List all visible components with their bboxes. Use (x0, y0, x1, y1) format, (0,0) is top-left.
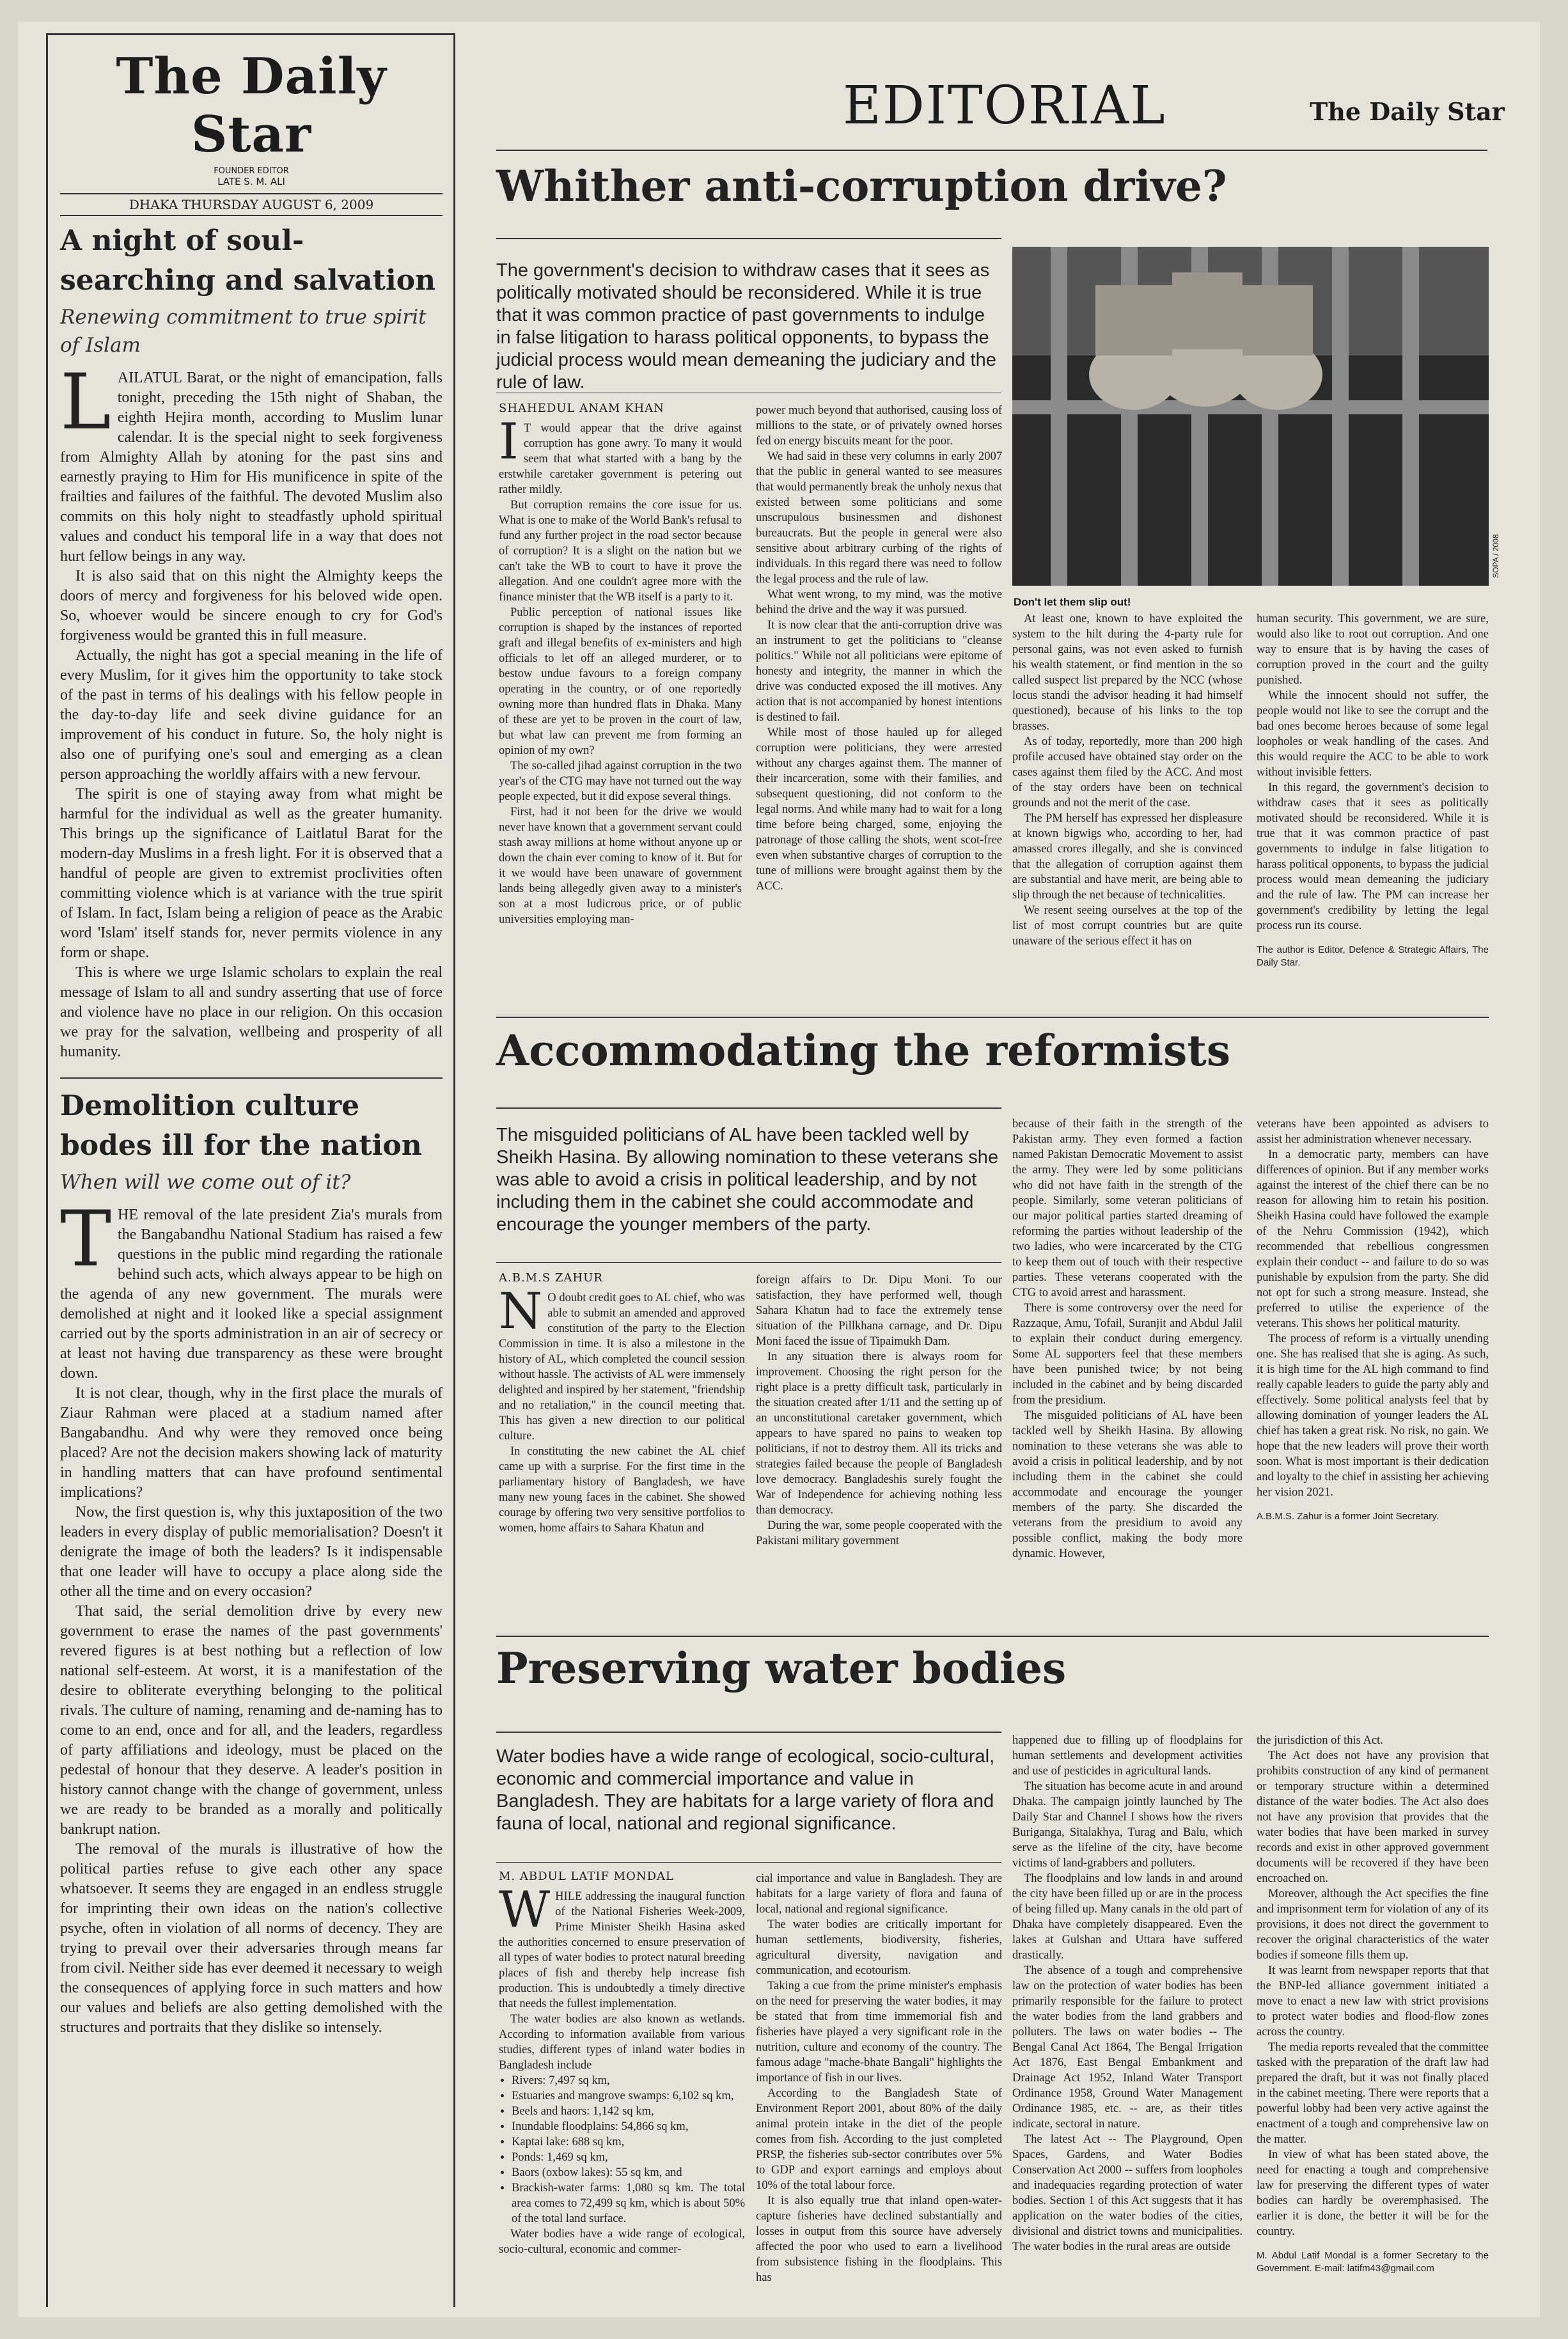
wetland-list (499, 2073, 745, 2226)
paragraph: In this regard, the government's decision to withdraw cases that it sees as politically motivated should be reconsidered. While it is true that it was common practice of past governments to indulge in false litigation to harass political opponents, to bypass the judicial process would mean demeaning the judiciary and the rule of law. The PM can increase her government's credibility by letting the legal process run its course. (1257, 781, 1489, 932)
photo-prison-bars (1012, 247, 1489, 586)
article-laylatul-barat (60, 221, 443, 1062)
founder-name: LATE S. M. ALI (217, 176, 285, 187)
article-lede: Water bodies have a wide range of ecological, socio-cultural, economic and commercial importance and value in Bangladesh. They are habitats for a large variety of flora and fauna of local, national and regional significance. (496, 1746, 995, 1834)
paragraph: Now, the first question is, why this juxtaposition of the two leaders in every display of public memorialisation? Doesn't it denigrate the image of both the leaders? Is it indispensable that one leader will have to occupy a place along side the other all the time and on every occasion? (60, 1504, 443, 1600)
photo-caption: Don't let them slip out! (1014, 596, 1131, 608)
drop-cap: N (499, 1283, 543, 1340)
article-lede: The government's decision to withdraw cases that it sees as politically motivated should be reconsidered. While it is true that it was common practice of past governments to indulge in false litigation to harass political opponents, to bypass the judicial process would mean demeaning the judiciary and the rule of law. (496, 260, 996, 393)
author-note: A.B.M.S. Zahur is a former Joint Secretary. (1257, 1511, 1439, 1522)
paragraph: In constituting the new cabinet the AL chief came up with a surprise. For the first time in the parliamentary history of Bangladesh, we have many new young faces in the cabinet. She showed courage by offering two very sensitive portfolios to women, home affairs to Sahara Khatun and (499, 1445, 745, 1535)
paragraph: AILATUL Barat, or the night of emancipation, falls tonight, preceding the 15th night of Shaban, the eighth Hejira month, according to Muslim lunar calendar. It is the special night to seek forgiveness from Almighty Allah by atoning for the past sins and earnestly praying to Him for His munificence in spite of the frailties and failures of the faithful. The devoted Muslim also commits on this holy night to steadfastly uphold spiritual values and conduct his temporal life in a way that does not hurt fellow beings in any way. (60, 370, 443, 565)
article-subhead: When will we come out of it? (60, 1171, 351, 1194)
paragraph: In view of what has been stated above, the need for enacting a tough and comprehensive law for preserving the different types of water bodies can hardly be overemphasised. The earlier it is done, the better it will be for the country. (1257, 2148, 1489, 2238)
author-note: M. Abdul Latif Mondal is a former Secretary to the Government. E-mail: latifm43@gmail.com (1257, 2250, 1489, 2274)
paragraph: While the innocent should not suffer, the people would not like to see the corrupt and the bad ones become heroes because of some legal loopholes or weak handling of the cases. And this would require the ACC to be able to work without invisible fetters. (1257, 689, 1489, 779)
paragraph: Actually, the night has got a special meaning in the life of every Muslim, for it gives him the opportunity to take stock of the past in terms of his dealings with his fellow people in the day-to-day life and seek divine guidance for an improvement of his conduct in future. So, the holy night is also one of purifying one's soul and emerging as a clean person approaching the worldly affairs with a new fervour. (60, 647, 443, 783)
paragraph: the jurisdiction of this Act. (1257, 1734, 1383, 1747)
list-item: • Ponds: 1,469 sq km, (512, 2150, 745, 2165)
list-item: • Estuaries and mangrove swamps: 6,102 sq km, (512, 2088, 745, 2104)
drop-cap: T (60, 1195, 112, 1284)
paragraph: This is where we urge Islamic scholars to explain the real message of Islam to all and sundry asserting that use of force and violence have no place in our religion. On this occasion we pray for the salvation, wellbeing and prosperity of all humanity. (60, 964, 443, 1060)
paragraph: Taking a cue from the prime minister's emphasis on the need for preserving the water bodies, it may be stated that from time immemorial fish and fisheries have played a very significant role in the nutrition, culture and economy of the country. The famous adage "mache-bhate Bangali" highlights the importance of fish in our lives. (756, 1980, 1002, 2085)
article-demolition (60, 1077, 443, 2038)
paragraph: veterans have been appointed as advisers to assist her administration whenever necessary. (1257, 1118, 1489, 1146)
article-column (499, 1283, 745, 1629)
article-column (1012, 1116, 1243, 1628)
paragraph: That said, the serial demolition drive by every new government to erase the names of the past governments' revered figures is at best nothing but a reflection of low national self-esteem. At worst, it is a manifestation of the desire to obliterate everything belonging to the political rivals. The culture of naming, renaming and de-naming has to come to an end, once and for all, and the leaders, regardless of party affiliations and ideology, must be placed on the pedestal of honour that they deserve. A leader's position in history cannot change with the change of government, unless we are ready to be branded as a morally and politically bankrupt nation. (60, 1603, 443, 1838)
article-column (1257, 611, 1489, 1033)
paragraph: The so-called jihad against corruption in the two year's of the CTG may have not turned out the way people expected, but it did expose several things. (499, 760, 742, 803)
list-item: • Brackish-water farms: 1,080 sq km. The total area comes to 72,499 sq km, which is about 50% of the total land surface. (512, 2180, 745, 2226)
paragraph: The floodplains and low lands in and around the city have been filled up or are in the process of being filled up. Many canals in the old part of Dhaka have completely disappeared. Even the lakes at Gulshan and Uttara have suffered drastically. (1012, 1872, 1243, 1962)
section-title: EDITORIAL (843, 75, 1166, 136)
paragraph: But corruption remains the core issue for us. What is one to make of the World Bank's refusal to fund any further project in the road sector because of corruption? It is a slight on the nation but we can't take the WB to court to have it prove the allegation. And one couldn't agree more with the finance minister that the WB itself is a party to it. (499, 499, 742, 604)
left-sidebar (46, 33, 455, 2307)
article-byline: A.B.M.S ZAHUR (499, 1271, 603, 1285)
paragraph: It is not clear, though, why in the first place the murals of Ziaur Rahman were placed at a stadium named after Bangabandhu. And why were they removed once being placed? Are not the decision makers showing lack of maturity in handling matters that can have profound sentimental implications? (60, 1385, 443, 1501)
article-column (1012, 1733, 1243, 2312)
paragraph: human security. This government, we are sure, would also like to root out corruption. And one way to ensure that is by having the cases of corruption proved in the court and the guilty punished. (1257, 613, 1489, 687)
article-lede: The misguided politicians of AL have been tackled well by Sheikh Hasina. By allowing nomination to these veterans she was able to avoid a crisis in political leadership, and by not including them in the cabinet she could accommodate and encourage the younger members of the party. (496, 1125, 999, 1235)
article-headline: Preserving water bodies (496, 1643, 1067, 1693)
paragraph: Public perception of national issues like corruption is shaped by the instances of reported graft and illegal benefits of ex-ministers and high officials to let off an alleged murderer, or to bestow undue favours to a foreign company operating in the country, or of one reportedly owning more than hundred flats in Dhaka. Many of these are yet to be proven in the court of law, but what law can prevent me from forming an opinion of my own? (499, 606, 742, 757)
paragraph: The situation has become acute in and around Dhaka. The campaign jointly launched by The Daily Star and Channel I shows how the rivers Buriganga, Sitalakhya, Turag and Balu, which serve as the lifeline of the city, have become victims of land-grabbers and polluters. (1012, 1780, 1243, 1870)
article-headline: Accommodating the reformists (496, 1026, 1230, 1076)
paragraph: During the war, some people cooperated with the Pakistani military government (756, 1519, 1002, 1547)
list-item: • Rivers: 7,497 sq km, (512, 2073, 745, 2088)
paragraph: HILE addressing the inaugural function of the National Fisheries Week-2009, Prime Minister Sheikh Hasina asked the authorities concerned to ensure preservation of all types of water bodies to protect natural breeding places of fish and thereby help increase fish production. This is undoubtedly a timely directive that needs the fullest implementation. (499, 1890, 745, 2010)
founder-label: FOUNDER EDITOR (214, 166, 289, 176)
paragraph: cial importance and value in Bangladesh. They are habitats for a large variety of flora and fauna of local, national and regional significance. (756, 1872, 1002, 1916)
paragraph: because of their faith in the strength of the Pakistan army. They even formed a faction named Pakistan Democratic Movement to assist the army. They were led by some politicians who did not have faith in the strength of the people. Similarly, some veteran politicians of our major political parties started dreaming of reforming the parties without leadership of the two ladies, who were incarcerated by the CTG to keep them out of touch with their respective parties. These veterans cooperated with the CTG to avoid arrest and harassment. (1012, 1118, 1243, 1299)
article-subhead: Renewing commitment to true spirit of Islam (60, 306, 427, 357)
paragraph: The removal of the murals is illustrative of how the political parties refuse to give each other any space whatsoever. It seems they are engaged in an endless struggle for imprinting their own ideas on the nation's collective psyche, often in violation of all norms of decency. They are trying to prevail over their adversaries through means far from civil. Neither side has ever deemed it necessary to weigh the consequences of applying force in such matters and how our values and beliefs are also getting demolished with the structures and portraits that they dislike so intensely. (60, 1841, 443, 2036)
paragraph: First, had it not been for the drive we would never have known that a government servant could stash away millions at home without anyone up or down the chain ever coming to know of it. But for it we would have been unaware of government lands being allegedly given away to a minister's son at a most ludicrous price, or of public universities employing man- (499, 806, 742, 926)
paragraph: It is now clear that the anti-corruption drive was an instrument to get the politicians to "cleanse politics." While not all politicians were epitome of honesty and integrity, the manner in which the drive was conducted exposed the ill motives. Any action that is not accompanied by honest intentions is destined to fail. (756, 619, 1002, 724)
drop-cap: W (499, 1881, 551, 1939)
list-item: • Beels and haors: 1,142 sq km, (512, 2104, 745, 2119)
paragraph: T would appear that the drive against corruption has gone awry. To many it would seem that what started with a bang by the erstwhile caretaker government is petering out rather mildly. (499, 422, 742, 496)
paragraph: It was learnt from newspaper reports that that the BNP-led alliance government initiated a move to enact a new law with strict provisions to protect water bodies and flood-flow zones across the country. (1257, 1964, 1489, 2038)
article-byline: M. ABDUL LATIF MONDAL (499, 1870, 674, 1883)
paragraph: At least one, known to have exploited the system to the hilt during the 4-party rule for personal gains, was not even asked to furnish his wealth statement, or find mention in the so called suspect list prepared by the NCC (whose locus standi the advisor heading it had himself questioned), because of his links to the top brasses. (1012, 613, 1243, 733)
list-item: • Baors (oxbow lakes): 55 sq km, and (512, 2165, 745, 2180)
paragraph: Moreover, although the Act specifies the fine and imprisonment term for violation of any of its provisions, it does not direct the government to recover the original characteristics of the water bodies if someone fills them up. (1257, 1888, 1489, 1962)
article-byline: SHAHEDUL ANAM KHAN (499, 402, 664, 415)
article-body (60, 358, 443, 1062)
article-headline: A night of soul-searching and salvation (60, 224, 436, 297)
paragraph: We had said in these very columns in early 2007 that the public in general wanted to see measures that would permanently break the unholy nexus that existed between some politicians and some unscrupulous businessmen and dishonest bureaucrats. But the people in general were also sensitive about arbitrary curbing of the rights of individuals. In this regard there was need to follow the legal process and the rule of law. (756, 450, 1002, 586)
paragraph: power much beyond that authorised, causing loss of millions to the state, or of privately owned horses fed on energy biscuits meant for the poor. (756, 404, 1002, 448)
article-column (1012, 611, 1243, 1033)
list-item: • Kaptai lake: 688 sq km, (512, 2134, 745, 2150)
paragraph: As of today, reportedly, more than 200 high profile accused have obtained stay order on the cases against them filed by the ACC. And most of the stay orders have been on technical grounds and not the merit of the case. (1012, 735, 1243, 810)
newspaper-page (18, 22, 1540, 2317)
paragraph: While most of those hauled up for alleged corruption were politicians, they were arrested without any charges against them. The manner of their incarceration, some with their families, and subsequent questioning, did not conform to the legal norms. And while many had to wait for a long time before being charged, some, enjoying the patronage of those calling the shots, went scot-free even when substantive charges of corruption to the tune of millions were brought against them by the ACC. (756, 726, 1002, 893)
paragraph: The water bodies are critically important for human settlements, biodiversity, fisheries, agricultural diversity, navigation and communication, and ecotourism. (756, 1918, 1002, 1977)
author-note: The author is Editor, Defence & Strategic Affairs, The Daily Star. (1257, 944, 1489, 968)
masthead-logo: The Daily Star (116, 47, 387, 164)
article-column (499, 413, 742, 1035)
article-column (1257, 1733, 1489, 2312)
paragraph: What went wrong, to my mind, was the motive behind the drive and the way it was pursued. (756, 588, 1002, 616)
paragraph: The latest Act -- The Playground, Open Spaces, Gardens, and Water Bodies Conservation Act 2000 -- suffers from loopholes and inadequacies regarding protection of water bodies. Section 1 of this Act suggests that it has application on the water bodies of the cities, divisional and district towns and municipalities. The water bodies in the rural areas are outside (1012, 2133, 1243, 2253)
article-body (60, 1195, 443, 2038)
article-column (756, 403, 1002, 1036)
paragraph: The media reports revealed that the committee tasked with the preparation of the draft law had prepared the draft, but it was not finally placed in the cabinet meeting. There were reports that a powerful lobby had been very active against the enactment of a tough and comprehensive law on the matter. (1257, 2041, 1489, 2146)
paragraph: The Act does not have any provision that prohibits construction of any kind of permanent or temporary structure within a determined distance of the water bodies. The Act also does not have any provision that provides that the water bodies that have been marked in survey records and exist in other approved government documents will be recovered if they have been encroached on. (1257, 1749, 1489, 1885)
paragraph: There is some controversy over the need for Razzaque, Amu, Tofail, Suranjit and Abdul Jalil to explain their conduct during emergency. Some AL supporters feel that these members have been punished twice; by not being included in the cabinet and by being discarded from the presidium. (1012, 1302, 1243, 1407)
paragraph: Water bodies have a wide range of ecological, socio-cultural, economic and commer- (499, 2228, 745, 2256)
article-column (756, 1272, 1002, 1631)
drop-cap: I (499, 413, 519, 471)
paragraph: O doubt credit goes to AL chief, who was able to submit an amended and approved constitution of the party to the Election Commission in time. It is also a milestone in the history of AL, which completed the council session without hassle. The activists of AL were immensely delighted and inspired by her statement, "friendship and no retaliation," in the council meeting that. This has given a new direction to our political culture. (499, 1292, 745, 1443)
section-logo: The Daily Star (1310, 97, 1505, 126)
paragraph: We resent seeing ourselves at the top of the list of most corrupt countries but are quite unaware of the serious effect it has on (1012, 904, 1243, 948)
paragraph: According to the Bangladesh State of Environment Report 2001, about 80% of the daily animal protein intake in the diet of the people comes from fish. According to the just completed PRSP, the fisheries sub-sector contributes over 5% to GDP and export earnings and employs about 10% of the total labour force. (756, 2087, 1002, 2192)
article-column (756, 1871, 1002, 2312)
paragraph: foreign affairs to Dr. Dipu Moni. To our satisfaction, they have performed well, though Sahara Khatun had to face the extremely tense situation of the Pillkhana carnage, and Dr. Dipu Moni faced the issue of Tipaimukh Dam. (756, 1274, 1002, 1348)
article-column (499, 1881, 745, 2311)
paragraph: The spirit is one of staying away from what might be harmful for the individual as well as the greater humanity. This brings up the significance of Laitlatul Barat for the modern-day Muslims in a fresh light. For it is observed that a handful of people are given to extremist proclivities often committing violence which is at variance with the true spirit of Islam. In fact, Islam being a religion of peace as the Arabic word 'Islam' itself stands for, never permits violence in any form or shape. (60, 786, 443, 961)
prison-bars-illustration (1012, 247, 1489, 586)
drop-cap: L (60, 358, 111, 447)
paragraph: It is also equally true that inland open-water-capture fisheries have declined substantially and losses in output from this source have adversely affected the poor who used to earn a livelihood from subsistence fishing in the floodplains. This has (756, 2194, 1002, 2284)
article-headline: Demolition culture bodes ill for the nation (60, 1090, 422, 1162)
photo-credit: SOPA / 2008 (1491, 534, 1500, 578)
paragraph: HE removal of the late president Zia's murals from the Bangabandhu National Stadium has raised a few questions in the public mind regarding the rationale behind such acts, which always appear to be high on the agenda of any new government. The murals were demolished at night and it looked like a special assignment carried out by the sports administration in an air of secrecy or at least not having due transparency as these were brought down. (60, 1207, 443, 1382)
paragraph: In a democratic party, members can have differences of opinion. But if any member works against the interest of the chief there can be no reason for allowing him to retain his position. Sheikh Hasina could have followed the example of the Nehru Commission (1942), which recommended that rebellious congressmen explain their conduct -- and failure to do so was punishable by expulsion from the party. She did not opt for such a strong measure. Instead, she preferred to utilise the experience of the veterans. This shows her political maturity. (1257, 1148, 1489, 1330)
paragraph: The process of reform is a virtually unending one. She has realised that she is aging. As such, it is high time for the AL high command to find really capable leaders to guide the party ably and effectively. Some political analysts feel that by allowing domination of younger leaders the AL chief has taken a great risk. No risk, no gain. We hope that the new leaders will prove their worth soon. What is most important is their dedication and loyalty to the chief in assisting her achieving her vision 2021. (1257, 1333, 1489, 1499)
paragraph: The misguided politicians of AL have been tackled well by Sheikh Hasina. By allowing nomination to these veterans she was able to avoid a crisis in political leadership, and by not including them in the cabinet she could accommodate and encourage the younger members of the party. She discarded the veterans from the presidium to avoid any possible conflict, making the body more dynamic. However, (1012, 1409, 1243, 1560)
paragraph: The PM herself has expressed her displeasure at known bigwigs who, according to her, had amassed crores illegally, and she is convinced that the allegation of corruption against them are substantial and have merit, are being able to slip through the net because of technicalities. (1012, 812, 1243, 902)
article-headline: Whither anti-corruption drive? (496, 161, 1227, 211)
dateline: DHAKA THURSDAY AUGUST 6, 2009 (60, 193, 443, 216)
paragraph: In any situation there is always room for improvement. Choosing the right person for the right place is a pretty difficult task, particularly in the situation created after 1/11 and the setting up of an unconstitutional caretaker government, which appears to have spared no pains to weaken top politicians, if not to destroy them. All its tricks and strategies failed because the people of Bangladesh love democracy. Bangladeshis surely fought the War of Independence for achieving nothing less than democracy. (756, 1350, 1002, 1517)
paragraph: The water bodies are also known as wetlands. According to information available from various studies, different types of inland water bodies in Bangladesh include (499, 2013, 745, 2072)
paragraph: The absence of a tough and comprehensive law on the protection of water bodies has been primarily responsible for the failure to protect the water bodies from the land grabbers and polluters. The laws on water bodies -- The Bengal Canal Act 1864, The Bengal Irrigation Act 1876, East Bengal Embankment and Drainage Act 1952, Inland Water Transport Ordinance 1958, Ground Water Management Ordinance 1985, etc. -- are, as their titles indicate, sectoral in nature. (1012, 1964, 1243, 2131)
paragraph: happened due to filling up of floodplains for human settlements and development activities and use of pesticides in agricultural lands. (1012, 1734, 1243, 1778)
list-item: • Inundable floodplains: 54,866 sq km, (512, 2119, 745, 2134)
paragraph: It is also said that on this night the Almighty keeps the doors of mercy and forgiveness for his beloved wide open. So, whoever would be sincere enough to cry for God's forgiveness would be granted this in full measure. (60, 568, 443, 644)
article-column (1257, 1116, 1489, 1628)
